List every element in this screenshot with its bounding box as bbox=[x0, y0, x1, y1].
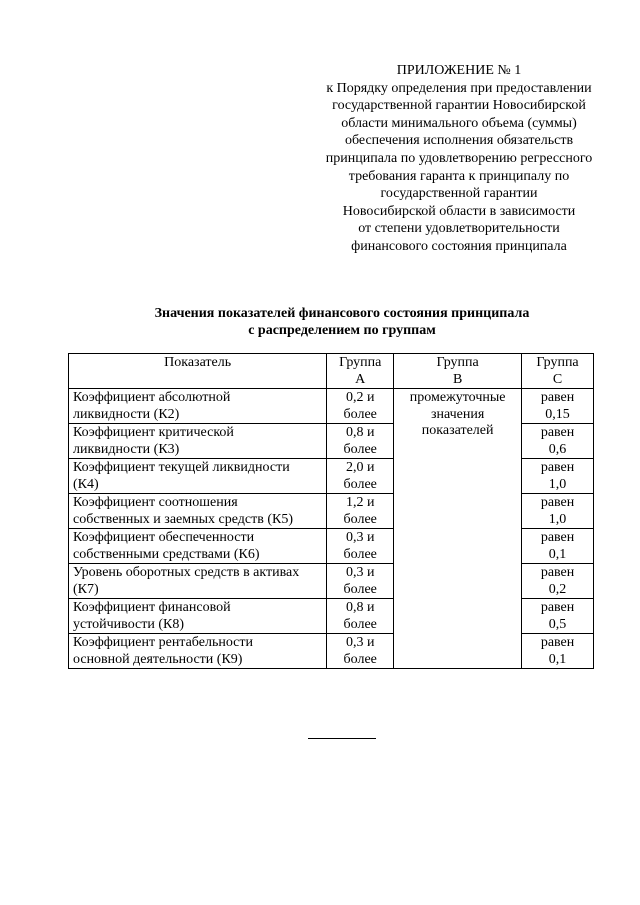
group-a-cell: 1,2 и более bbox=[327, 494, 394, 529]
indicator-cell: Коэффициент абсолютной ликвидности (К2) bbox=[69, 389, 327, 424]
indicators-table bbox=[68, 353, 594, 669]
group-c-cell: равен 0,1 bbox=[522, 634, 594, 669]
indicator-cell: Коэффициент финансовой устойчивости (К8) bbox=[69, 599, 327, 634]
indicator-cell: Коэффициент текущей ликвидности (К4) bbox=[69, 459, 327, 494]
appendix-heading: ПРИЛОЖЕНИЕ № 1 bbox=[396, 63, 522, 78]
group-c-cell: равен 0,15 bbox=[522, 389, 594, 424]
group-a-cell: 0,3 и более bbox=[327, 529, 394, 564]
group-a-cell: 0,3 и более bbox=[327, 564, 394, 599]
group-c-cell: равен 1,0 bbox=[522, 459, 594, 494]
appendix-line: Новосибирской области в зависимости bbox=[342, 203, 576, 219]
appendix-line: государственной гарантии Новосибирской bbox=[332, 98, 586, 114]
header-group-c: Группа С bbox=[522, 354, 594, 389]
appendix-line: принципала по удовлетворению регрессного bbox=[325, 150, 593, 166]
group-c-cell: равен 0,5 bbox=[522, 599, 594, 634]
appendix-line: требования гаранта к принципалу по bbox=[348, 168, 570, 184]
appendix-line: финансового состояния принципала bbox=[351, 238, 567, 254]
document-title-line-2: с распределением по группам bbox=[248, 323, 436, 338]
group-c-cell: равен 0,2 bbox=[522, 564, 594, 599]
indicator-cell: Коэффициент обеспеченности собственными средствами (К6) bbox=[69, 529, 327, 564]
appendix-line: от степени удовлетворительности bbox=[358, 221, 560, 237]
group-c-cell: равен 1,0 bbox=[522, 494, 594, 529]
appendix-line: государственной гарантии bbox=[380, 186, 538, 202]
appendix-line: области минимального объема (суммы) bbox=[341, 115, 577, 131]
header-group-a: Группа А bbox=[327, 354, 394, 389]
header-group-b: Группа В bbox=[394, 354, 522, 389]
group-c-cell: равен 0,1 bbox=[522, 529, 594, 564]
group-a-cell: 2,0 и более bbox=[327, 459, 394, 494]
appendix-line: к Порядку определения при предоставлении bbox=[326, 80, 592, 96]
document-title bbox=[68, 305, 616, 339]
group-a-cell: 0,3 и более bbox=[327, 634, 394, 669]
indicator-cell: Коэффициент соотношения собственных и заемных средств (К5) bbox=[69, 494, 327, 529]
group-b-cell: промежуточные значения показателей bbox=[394, 389, 522, 669]
group-a-cell: 0,8 и более bbox=[327, 424, 394, 459]
header-indicator: Показатель bbox=[69, 354, 327, 389]
appendix-block bbox=[300, 62, 618, 256]
appendix-line: обеспечения исполнения обязательств bbox=[344, 133, 574, 149]
end-divider-line bbox=[308, 738, 376, 739]
document-title-line-1: Значения показателей финансового состояния принципала bbox=[154, 306, 530, 321]
indicator-cell: Коэффициент критической ликвидности (К3) bbox=[69, 424, 327, 459]
group-c-cell: равен 0,6 bbox=[522, 424, 594, 459]
table-row bbox=[69, 389, 594, 424]
indicator-cell: Коэффициент рентабельности основной деятельности (К9) bbox=[69, 634, 327, 669]
table-header-row bbox=[69, 354, 594, 389]
group-a-cell: 0,8 и более bbox=[327, 599, 394, 634]
indicator-cell: Уровень оборотных средств в активах (К7) bbox=[69, 564, 327, 599]
group-a-cell: 0,2 и более bbox=[327, 389, 394, 424]
